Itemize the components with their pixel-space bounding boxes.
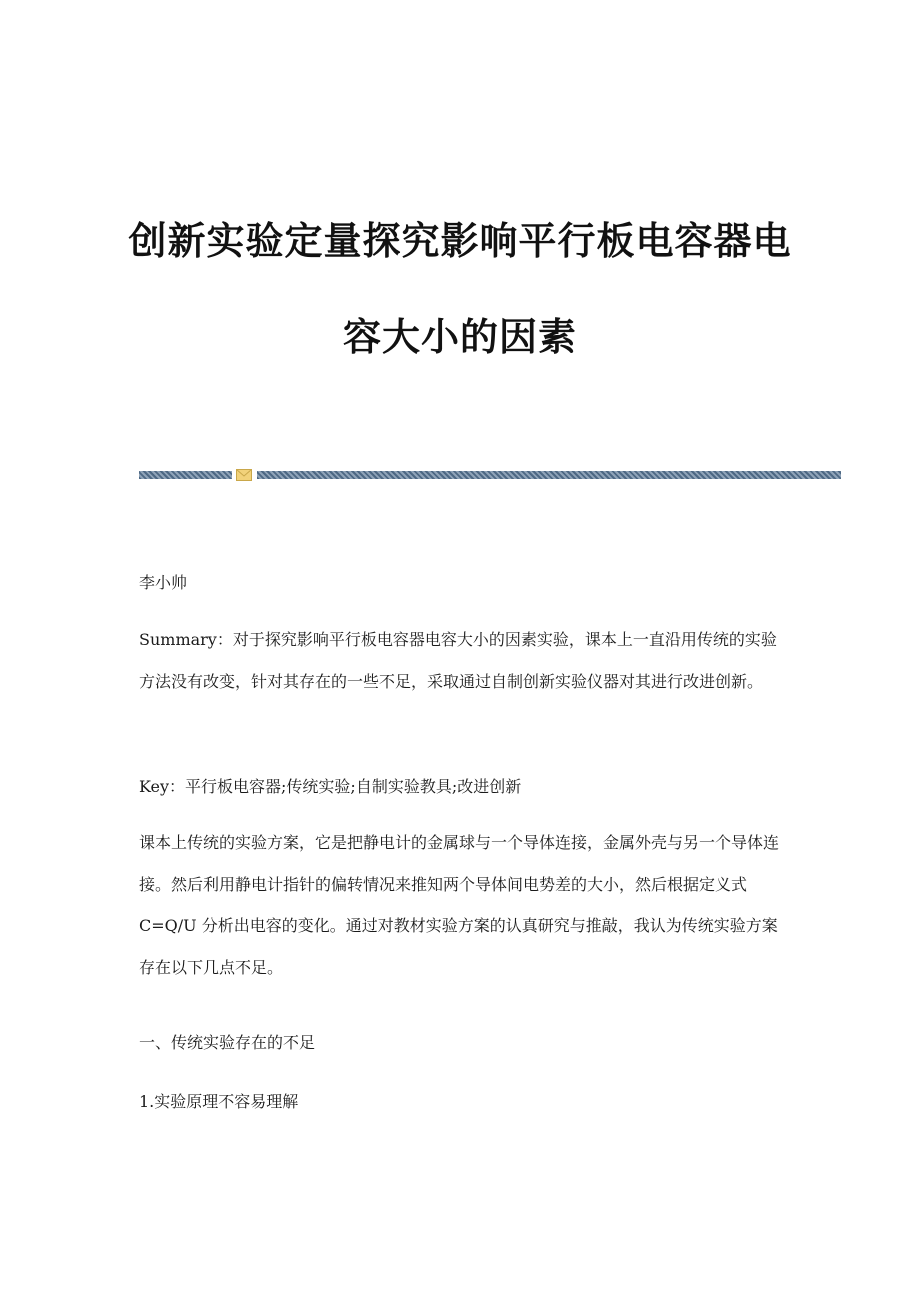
title-divider-right <box>257 471 841 479</box>
body-paragraph: 课本上传统的实验方案，它是把静电计的金属球与一个导体连接，金属外壳与另一个导体连接。然后利用静电计指针的偏转情况来推知两个导体间电势差的大小，然后根据定义式 C=Q/U 分析出电容的变化。通过对教材实验方案的认真研究与推敲，我认为传统实验方案存在以下几点不足。 <box>139 833 780 977</box>
title-line-2: 容大小的因素 <box>342 315 577 359</box>
summary-paragraph: Summary：对于探究影响平行板电容器电容大小的因素实验，课本上一直沿用传统的实验方法没有改变，针对其存在的一些不足，采取通过自制创新实验仪器对其进行改进创新。 <box>139 630 777 691</box>
section-heading: 一、传统实验存在的不足 <box>139 1033 316 1052</box>
envelope-icon <box>236 469 252 481</box>
author-name: 李小帅 <box>139 573 188 592</box>
subsection-heading: 1.实验原理不容易理解 <box>139 1092 299 1111</box>
keywords-line: Key：平行板电容器;传统实验;自制实验教具;改进创新 <box>139 777 522 796</box>
title-line-1: 创新实验定量探究影响平行板电容器电 <box>128 219 792 263</box>
title-divider-left <box>139 471 232 479</box>
